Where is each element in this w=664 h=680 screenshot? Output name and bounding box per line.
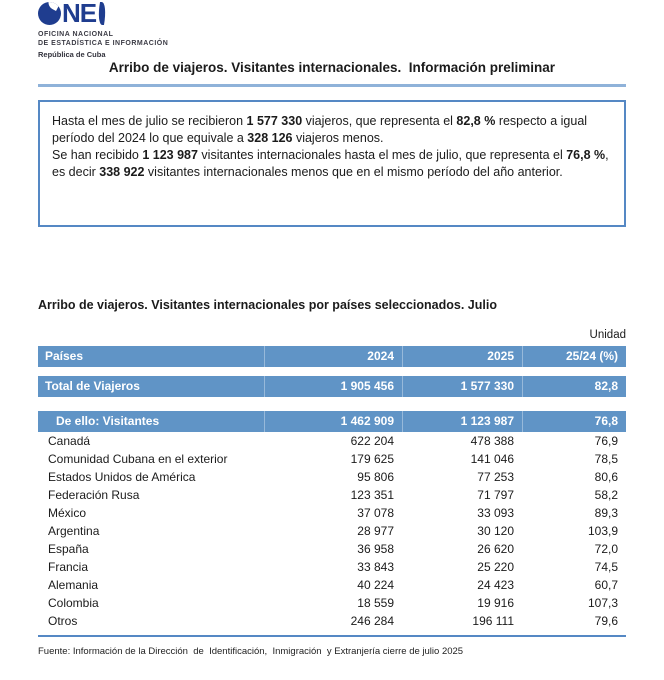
logo-line-1: OFICINA NACIONAL xyxy=(38,31,114,38)
country-cell: Argentina xyxy=(48,524,100,538)
onei-logo-i-icon xyxy=(96,2,108,25)
value-cell: 246 284 xyxy=(350,614,394,628)
onei-logo-mark xyxy=(38,0,168,26)
total-ratio: 82,8 xyxy=(522,376,626,397)
country-cell: Comunidad Cubana en el exterior xyxy=(48,452,228,466)
table-row xyxy=(38,450,626,468)
page-title: Arribo de viajeros. Visitantes internacionales. Información preliminar xyxy=(108,60,556,75)
table-row xyxy=(38,468,626,486)
country-cell: Colombia xyxy=(48,596,99,610)
value-cell: 123 351 xyxy=(350,488,394,502)
unit-label: Unidad xyxy=(589,329,626,341)
table-body xyxy=(38,432,626,630)
subtotal-2025: 1 123 987 xyxy=(402,411,522,432)
total-2024: 1 905 456 xyxy=(264,376,402,397)
logo-line-3: República de Cuba xyxy=(38,50,106,59)
source-note: Fuente: Información de la Dirección de Identificación, Inmigración y Extranjería cierre de julio 2025 xyxy=(38,646,464,657)
country-cell: Estados Unidos de América xyxy=(48,470,196,484)
table-row xyxy=(38,540,626,558)
value-cell: 95 806 xyxy=(357,470,394,484)
value-cell: 33 843 xyxy=(357,560,394,574)
country-cell: Otros xyxy=(48,614,78,628)
logo-line-2: DE ESTADÍSTICA E INFORMACIÓN xyxy=(38,40,169,47)
value-cell: 74,5 xyxy=(594,560,618,574)
value-cell: 36 958 xyxy=(357,542,394,556)
value-cell: 80,6 xyxy=(594,470,618,484)
table-section-title: Arribo de viajeros. Visitantes internacionales por países seleccionados. Julio xyxy=(38,298,497,312)
value-cell: 478 388 xyxy=(470,434,514,448)
value-cell: 30 120 xyxy=(477,524,514,538)
value-cell: 196 111 xyxy=(472,614,514,628)
country-cell: México xyxy=(48,506,87,520)
value-cell: 72,0 xyxy=(594,542,618,556)
subtotal-row xyxy=(38,411,626,432)
header-paises: Países xyxy=(45,349,84,363)
value-cell: 179 625 xyxy=(350,452,394,466)
table-row xyxy=(38,486,626,504)
table-header-row xyxy=(38,346,626,367)
value-cell: 79,6 xyxy=(594,614,618,628)
header-2024: 2024 xyxy=(264,346,402,367)
value-cell: 18 559 xyxy=(357,596,394,610)
country-cell: Federación Rusa xyxy=(48,488,140,502)
header-2025: 2025 xyxy=(402,346,522,367)
onei-logo-o-icon xyxy=(38,2,61,25)
value-cell: 58,2 xyxy=(594,488,618,502)
country-cell: Francia xyxy=(48,560,89,574)
header-ratio: 25/24 (%) xyxy=(522,346,626,367)
table-row xyxy=(38,576,626,594)
total-2025: 1 577 330 xyxy=(402,376,522,397)
table-spacer xyxy=(38,397,626,411)
value-cell: 78,5 xyxy=(594,452,618,466)
country-cell: Canadá xyxy=(48,434,91,448)
subtotal-ratio: 76,8 xyxy=(522,411,626,432)
summary-text xyxy=(52,113,612,181)
total-row xyxy=(38,376,626,397)
summary-box xyxy=(38,100,626,227)
country-cell: Alemania xyxy=(48,578,99,592)
total-label: Total de Viajeros xyxy=(45,379,140,393)
summary-paragraph: Se han recibido 1 123 987 visitantes internacionales hasta el mes de julio, que representa el 76,8 %, es decir 338 922 visitantes internacionales menos que en el mismo período del año anterior. xyxy=(52,148,609,179)
table-row xyxy=(38,558,626,576)
value-cell: 26 620 xyxy=(477,542,514,556)
value-cell: 89,3 xyxy=(594,506,618,520)
visitors-table xyxy=(38,346,626,630)
value-cell: 37 078 xyxy=(357,506,394,520)
onei-logo-letters: NE xyxy=(62,0,97,28)
table-row xyxy=(38,522,626,540)
value-cell: 25 220 xyxy=(477,560,514,574)
table-row xyxy=(38,612,626,630)
value-cell: 40 224 xyxy=(357,578,394,592)
value-cell: 28 977 xyxy=(357,524,394,538)
onei-logo xyxy=(38,0,168,59)
value-cell: 76,9 xyxy=(594,434,618,448)
summary-paragraph: Hasta el mes de julio se recibieron 1 577 330 viajeros, que representa el 82,8 % respecto a igual período del 2024 lo que equivale a 328 126 viajeros menos. xyxy=(52,114,588,145)
value-cell: 77 253 xyxy=(477,470,514,484)
table-row xyxy=(38,594,626,612)
subtotal-label: De ello: Visitantes xyxy=(56,414,160,428)
value-cell: 71 797 xyxy=(477,488,514,502)
subtotal-2024: 1 462 909 xyxy=(264,411,402,432)
table-row xyxy=(38,504,626,522)
value-cell: 19 916 xyxy=(477,596,514,610)
value-cell: 33 093 xyxy=(477,506,514,520)
title-underline xyxy=(38,84,626,87)
table-spacer xyxy=(38,367,626,376)
table-bottom-rule xyxy=(38,635,626,637)
value-cell: 141 046 xyxy=(470,452,514,466)
value-cell: 622 204 xyxy=(350,434,394,448)
table-row xyxy=(38,432,626,450)
country-cell: España xyxy=(48,542,89,556)
value-cell: 60,7 xyxy=(594,578,618,592)
value-cell: 24 423 xyxy=(477,578,514,592)
value-cell: 107,3 xyxy=(587,596,618,610)
value-cell: 103,9 xyxy=(587,524,618,538)
